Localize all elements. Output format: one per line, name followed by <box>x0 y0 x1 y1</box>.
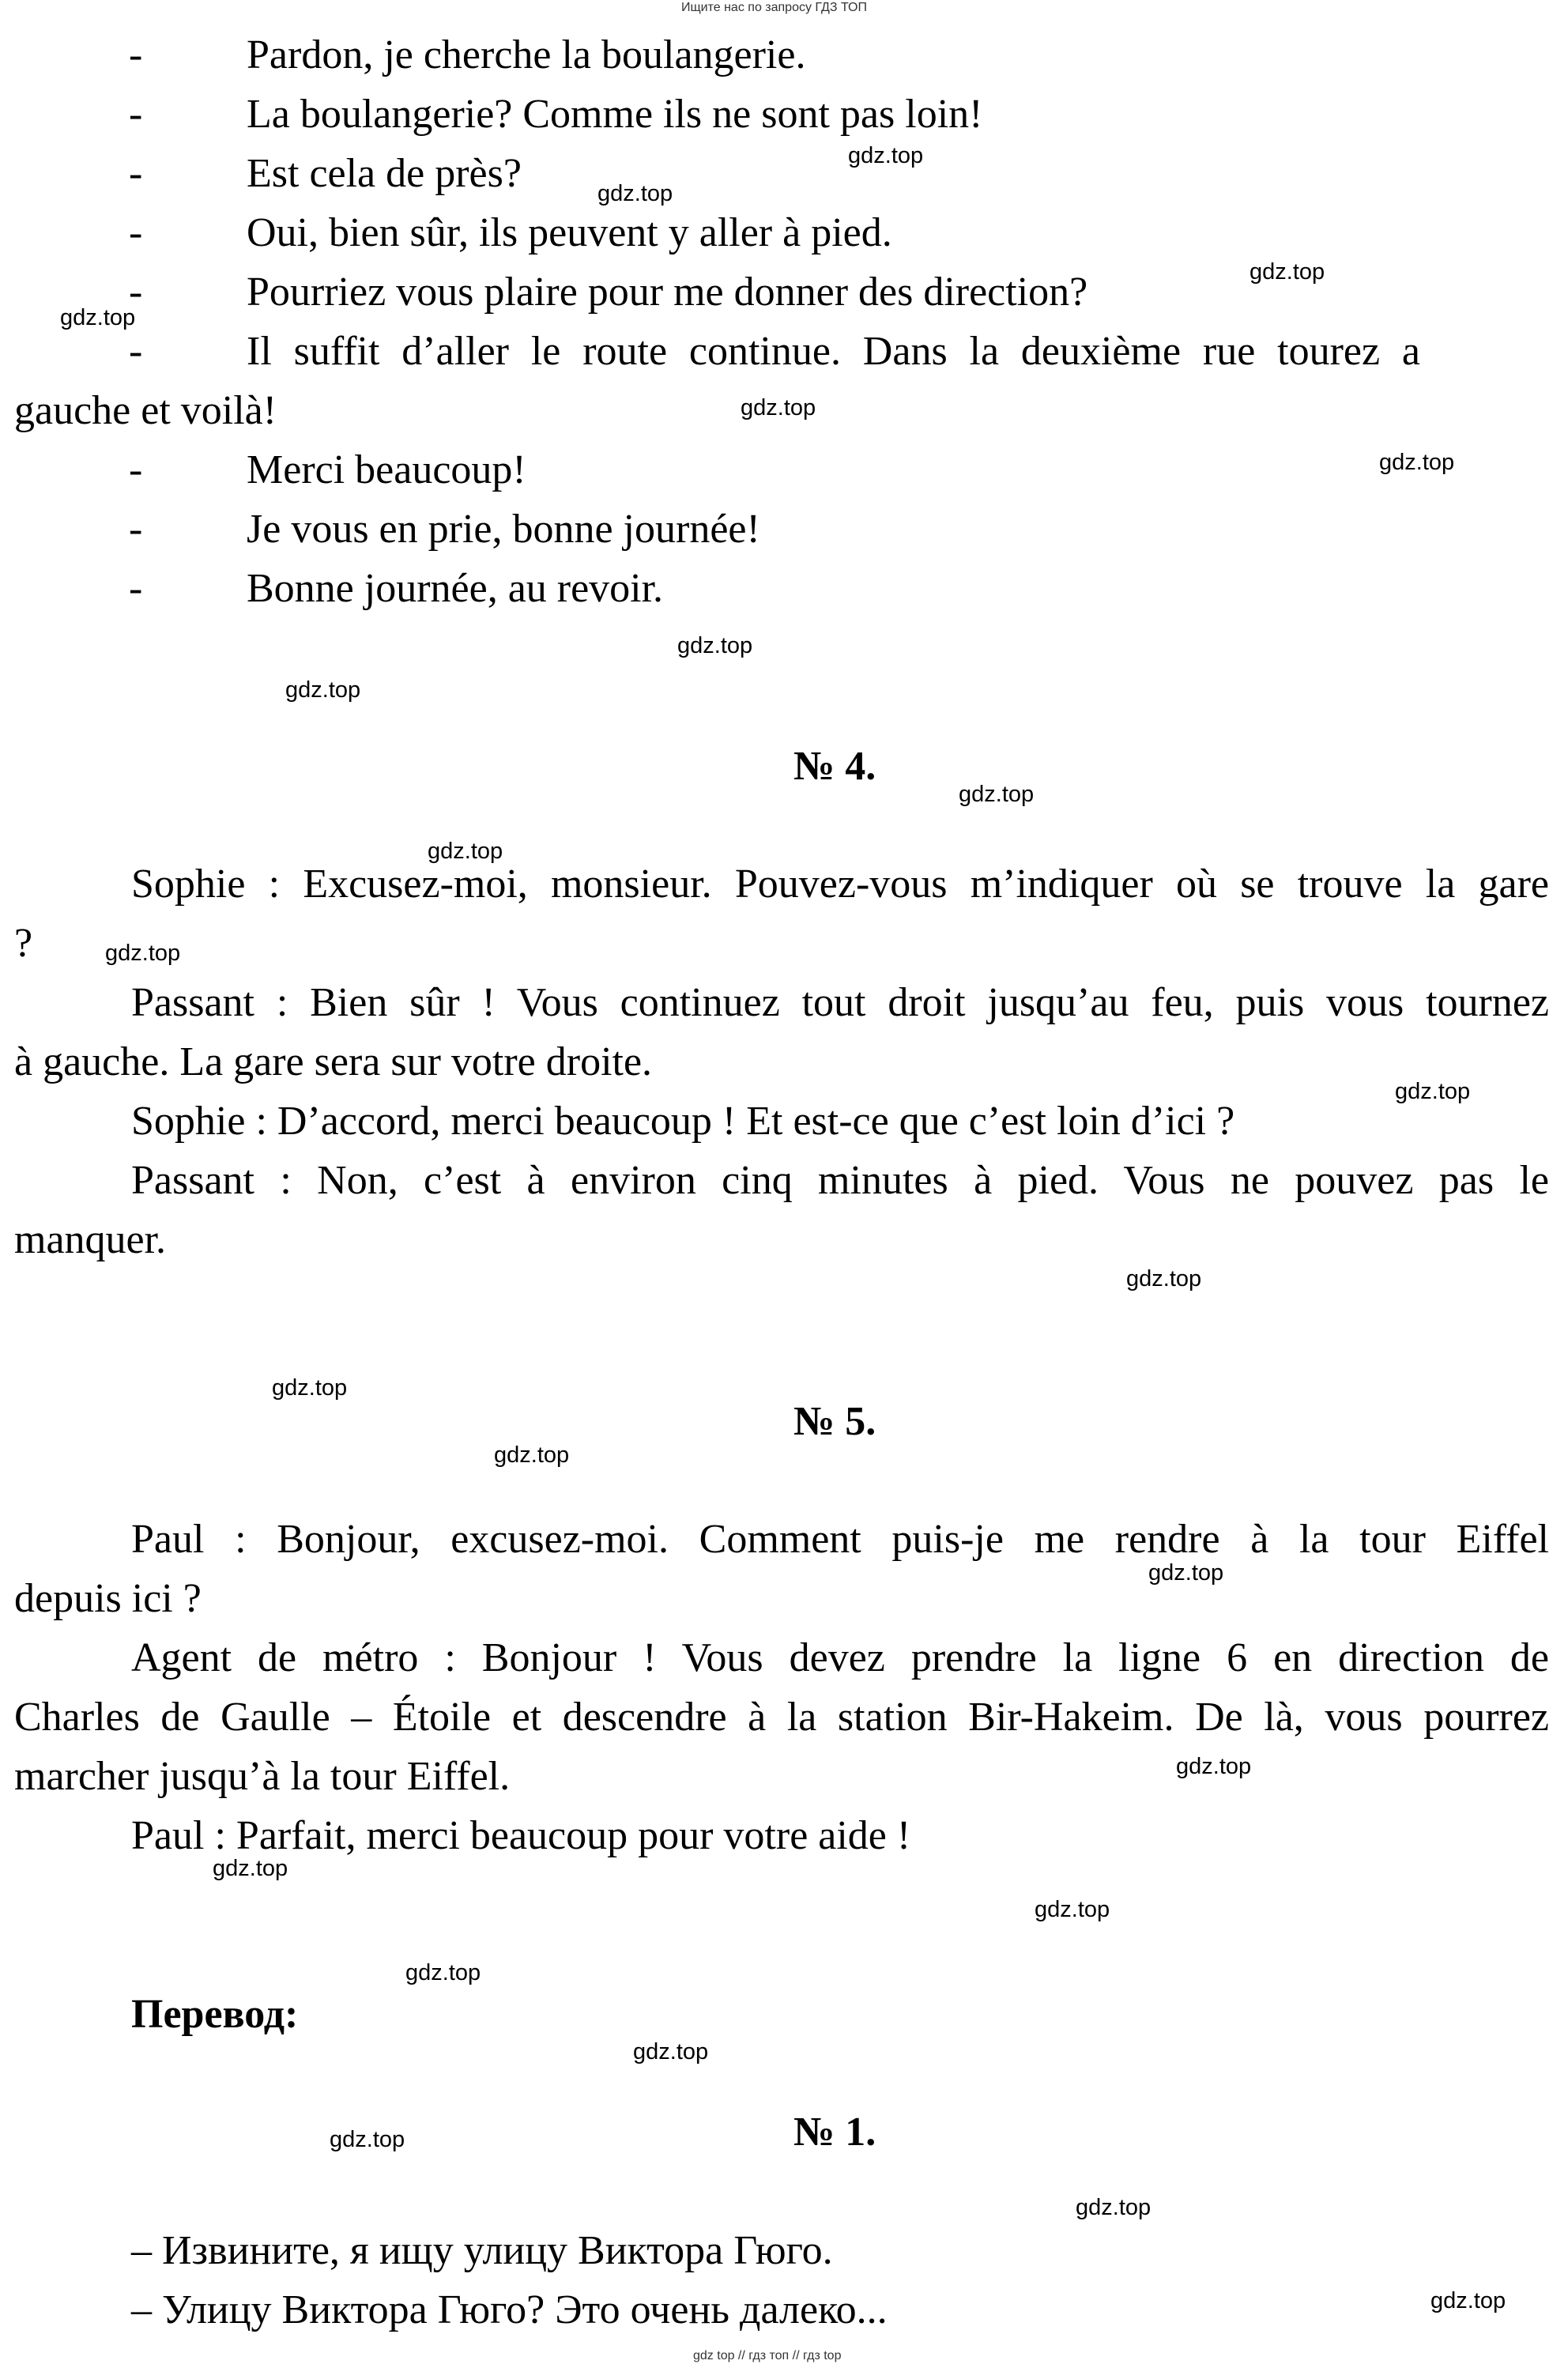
dialogue-line-continued: depuis ici ? <box>14 1576 202 1621</box>
translation-1-title: № 1. <box>793 2110 876 2155</box>
watermark: gdz.top <box>494 1442 570 1468</box>
dash-marker: - <box>129 329 143 374</box>
watermark: gdz.top <box>1430 2288 1506 2313</box>
watermark: gdz.top <box>1395 1079 1471 1104</box>
dialogue-line-continued: à gauche. La gare sera sur votre droite. <box>14 1039 653 1084</box>
dialogue-line: Oui, bien sûr, ils peuvent y aller à pied. <box>247 210 892 255</box>
watermark: gdz.top <box>848 143 924 168</box>
watermark: gdz.top <box>1250 259 1325 285</box>
watermark: gdz.top <box>405 1960 481 1985</box>
watermark: gdz.top <box>1126 1266 1202 1291</box>
watermark: gdz.top <box>1379 450 1455 475</box>
watermark: gdz.top <box>105 941 181 966</box>
dialogue-line: La boulangerie? Comme ils ne sont pas loin! <box>247 92 983 137</box>
watermark: gdz.top <box>959 782 1035 807</box>
translation-line: – Улицу Виктора Гюго? Это очень далеко... <box>131 2287 888 2332</box>
dialogue-line: Merci beaucoup! <box>247 447 526 492</box>
watermark: gdz.top <box>677 633 753 658</box>
dialogue-line: Il suffit d’aller le route continue. Dans la deuxième rue tourez a <box>247 329 1420 374</box>
dialogue-line: Sophie : Excusez-moi, monsieur. Pouvez-vous m’indiquer où se trouve la gare <box>131 862 1549 907</box>
dash-marker: - <box>129 210 143 255</box>
section-5-title: № 5. <box>793 1399 876 1444</box>
watermark: gdz.top <box>1076 2195 1152 2220</box>
watermark: gdz.top <box>272 1375 348 1401</box>
watermark: gdz.top <box>1176 1754 1252 1779</box>
watermark: gdz.top <box>213 1856 288 1881</box>
dialogue-line-continued: marcher jusqu’à la tour Eiffel. <box>14 1754 511 1799</box>
dash-marker: - <box>129 92 143 137</box>
dash-marker: - <box>129 270 143 315</box>
watermark: gdz.top <box>1148 1560 1224 1586</box>
dash-marker: - <box>129 507 143 552</box>
dash-marker: - <box>129 447 143 492</box>
dash-marker: - <box>129 566 143 611</box>
dialogue-line: Paul : Parfait, merci beaucoup pour votre aide ! <box>131 1813 911 1858</box>
watermark: gdz.top <box>741 395 816 420</box>
dialogue-line: Est cela de près? <box>247 151 522 196</box>
dialogue-line-continued: manquer. <box>14 1217 167 1262</box>
translation-heading: Перевод: <box>131 1992 299 2037</box>
translation-line: – Извините, я ищу улицу Виктора Гюго. <box>131 2228 833 2273</box>
watermark: gdz.top <box>330 2127 405 2152</box>
watermark: gdz.top <box>1035 1897 1110 1922</box>
dialogue-line: Passant : Non, c’est à environ cinq minutes à pied. Vous ne pouvez pas le <box>131 1158 1549 1203</box>
watermark: gdz.top <box>60 305 136 330</box>
dialogue-line: Pourriez vous plaire pour me donner des direction? <box>247 270 1088 315</box>
footer-note: gdz top // гдз топ // гдз top <box>693 2349 842 2362</box>
watermark: gdz.top <box>597 181 673 206</box>
dialogue-line-continued: gauche et voilà! <box>14 388 277 433</box>
dialogue-line: Paul : Bonjour, excusez-moi. Comment puis-je me rendre à la tour Eiffel <box>131 1517 1549 1562</box>
dash-marker: - <box>129 32 143 77</box>
dialogue-line: Je vous en prie, bonne journée! <box>247 507 760 552</box>
dialogue-line: Agent de métro : Bonjour ! Vous devez prendre la ligne 6 en direction de <box>131 1635 1549 1680</box>
dialogue-line: Sophie : D’accord, merci beaucoup ! Et est-ce que c’est loin d’ici ? <box>131 1099 1235 1144</box>
header-note: Ищите нас по запросу ГДЗ ТОП <box>681 1 867 14</box>
dialogue-line-continued: ? <box>14 921 33 966</box>
dialogue-line: Passant : Bien sûr ! Vous continuez tout droit jusqu’au feu, puis vous tournez <box>131 980 1549 1025</box>
dialogue-line-continued: Charles de Gaulle – Étoile et descendre à la station Bir-Hakeim. De là, vous pourrez <box>14 1695 1549 1740</box>
dialogue-line: Pardon, je cherche la boulangerie. <box>247 32 806 77</box>
section-4-title: № 4. <box>793 744 876 789</box>
watermark: gdz.top <box>633 2039 709 2064</box>
dialogue-line: Bonne journée, au revoir. <box>247 566 664 611</box>
watermark: gdz.top <box>428 839 503 864</box>
watermark: gdz.top <box>285 677 361 703</box>
dash-marker: - <box>129 151 143 196</box>
